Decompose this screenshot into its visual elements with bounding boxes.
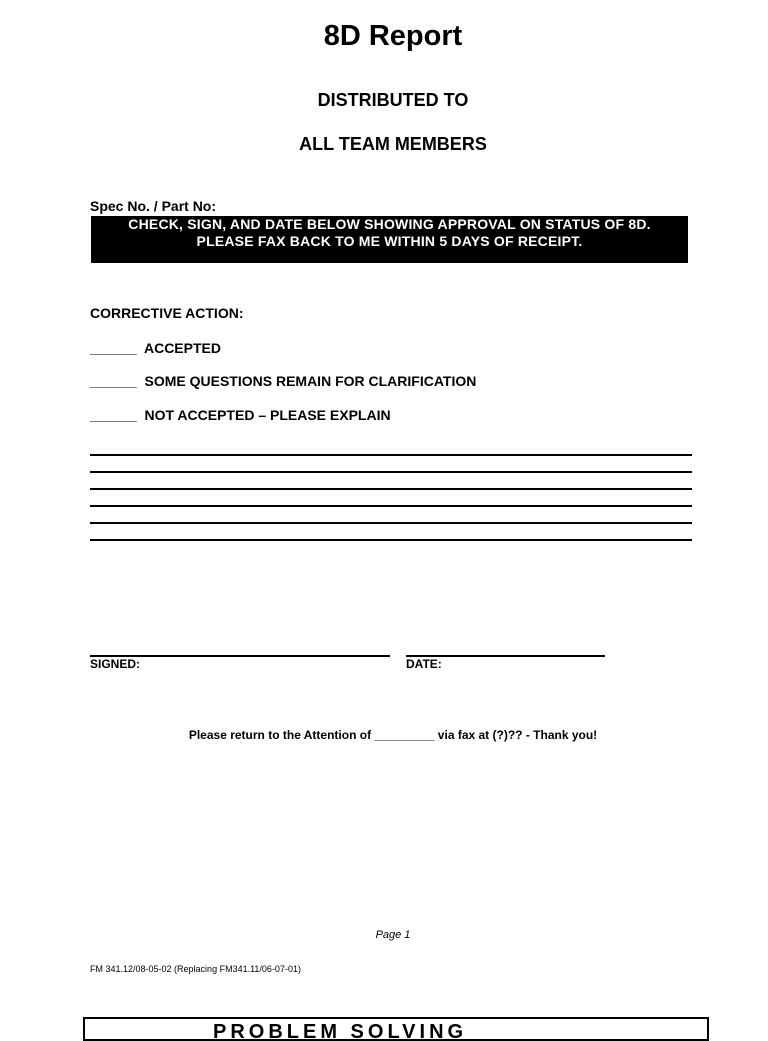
next-section-title: PROBLEM SOLVING [213,1021,468,1041]
next-page-section-box [83,1017,709,1041]
instruction-banner [91,216,688,263]
explanation-line[interactable] [90,522,692,524]
date-label: DATE: [406,657,442,671]
spec-part-label: Spec No. / Part No: [90,198,217,214]
explanation-line[interactable] [90,471,692,473]
explanation-line[interactable] [90,505,692,507]
return-instructions: Please return to the Attention of _________ via fax at (?)?? - Thank you! [188,728,598,742]
document-title: 8D Report [323,20,463,52]
signed-label: SIGNED: [90,657,141,671]
page-number: Page 1 [375,929,411,941]
corrective-action-label: CORRECTIVE ACTION: [90,305,244,321]
option-accepted[interactable]: ______ ACCEPTED [90,340,221,356]
form-code-footer: FM 341.12/08-05-02 (Replacing FM341.11/06-07-01) [90,964,301,974]
team-members-heading: ALL TEAM MEMBERS [299,134,487,154]
explanation-line[interactable] [90,454,692,456]
option-not-accepted[interactable]: ______ NOT ACCEPTED – PLEASE EXPLAIN [90,407,391,423]
banner-line-2: PLEASE FAX BACK TO ME WITHIN 5 DAYS OF RECEIPT. [196,233,583,249]
explanation-line[interactable] [90,539,692,541]
explanation-line[interactable] [90,488,692,490]
distribution-heading: DISTRIBUTED TO [317,90,469,110]
option-questions-remain[interactable]: ______ SOME QUESTIONS REMAIN FOR CLARIFICATION [90,373,477,389]
banner-line-1: CHECK, SIGN, AND DATE BELOW SHOWING APPROVAL ON STATUS OF 8D. [128,216,651,232]
